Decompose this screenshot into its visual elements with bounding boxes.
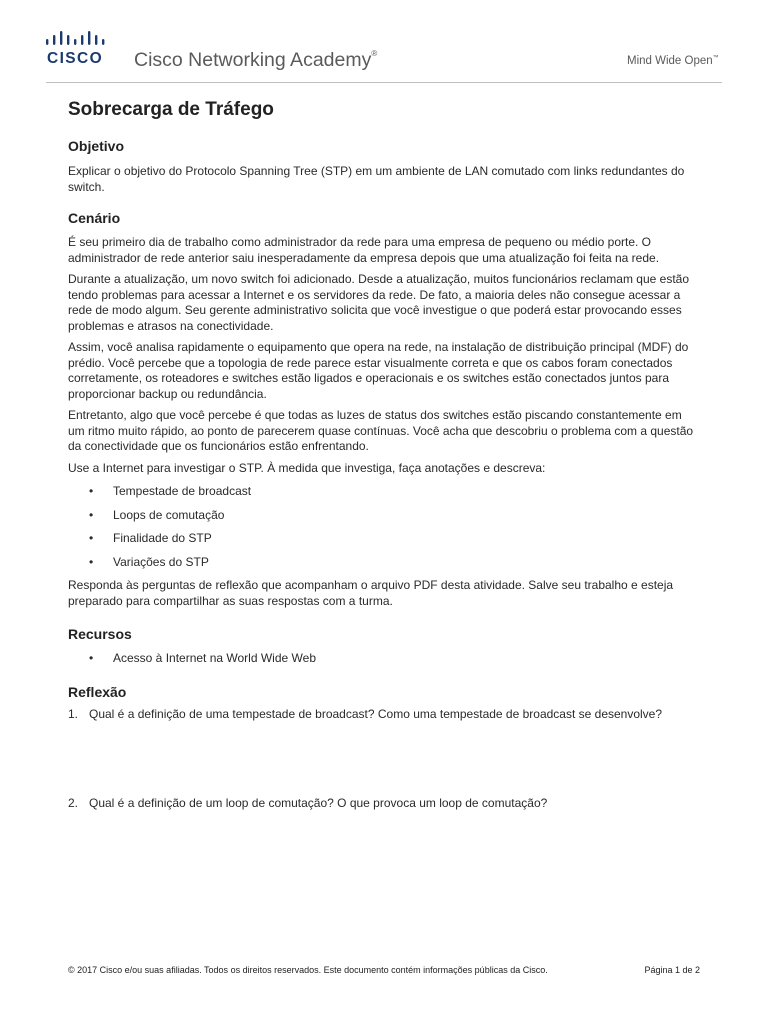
list-item-text: Finalidade do STP — [113, 531, 212, 545]
academy-name: Cisco Networking Academy — [134, 49, 372, 71]
document-title: Sobrecarga de Tráfego — [68, 99, 274, 120]
reflection-heading: Reflexão — [68, 683, 127, 700]
scenario-paragraph: Durante a atualização, um novo switch foi adicionado. Desde a atualização, muitos funcionários reclamam que estão tendo problemas para acessar a Internet e os servidores da rede. De fato, a maioria deles não consegue acessar a rede de modo algum. Seu gerente administrativo solicita que você investigue o que poderá estar provocando esses problemas e atrasos na conectividade. — [68, 272, 690, 333]
resources-heading: Recursos — [68, 626, 132, 642]
page-header — [0, 0, 768, 92]
cisco-logo-wordmark: CISCO — [47, 50, 104, 67]
bullet-icon: • — [89, 484, 94, 498]
list-item-text: Acesso à Internet na World Wide Web — [113, 651, 316, 665]
list-item-text: Tempestade de broadcast — [113, 484, 252, 498]
document-body — [68, 97, 700, 812]
trademark-mark: ™ — [712, 55, 719, 61]
scenario-paragraph: Use a Internet para investigar o STP. À medida que investiga, faça anotações e descreva: — [68, 460, 546, 475]
scenario-paragraph: Entretanto, algo que você percebe é que todas as luzes de status dos switches estão piscando constantemente em um ritmo muito rápido, ao ponto de parecerem quase contínuas. Você acha que descobriu o problema com a questão da conectividade que os funcionários estão enfrentando. — [68, 408, 694, 453]
cisco-bridge-logo-icon — [46, 30, 112, 48]
scenario-paragraph: É seu primeiro dia de trabalho como administrador da rede para uma empresa de pequeno ou médio porte. O administrador de rede anterior saiu inesperadamente da empresa depois que uma atualização foi feita na rede. — [68, 235, 660, 265]
reflection-question — [68, 796, 700, 812]
tagline — [627, 55, 719, 67]
list-item-text: Variações do STP — [113, 554, 209, 569]
reflection-question — [68, 707, 700, 723]
question-text: Qual é a definição de uma tempestade de broadcast? Como uma tempestade de broadcast se desenvolve? — [89, 706, 663, 721]
list-item — [68, 484, 700, 500]
scenario-closing: Responda às perguntas de reflexão que acompanham o arquivo PDF desta atividade. Salve seu trabalho e esteja preparado para compartilhar as suas respostas com a turma. — [68, 578, 674, 608]
question-number: 1. — [68, 706, 79, 721]
list-item — [68, 531, 700, 547]
header-divider — [46, 82, 722, 83]
question-number: 2. — [68, 796, 79, 810]
copyright-notice: © 2017 Cisco e/ou suas afiliadas. Todos os direitos reservados. Este documento contém informações públicas da Cisco. — [68, 965, 548, 975]
list-item-text: Loops de comutação — [113, 507, 225, 522]
list-item — [68, 651, 700, 667]
objective-text: Explicar o objetivo do Protocolo Spanning Tree (STP) em um ambiente de LAN comutado com links redundantes do switch. — [68, 164, 685, 194]
page-number: Página 1 de 2 — [644, 965, 700, 975]
bullet-icon: • — [89, 531, 94, 545]
question-text: Qual é a definição de um loop de comutação? O que provoca um loop de comutação? — [89, 796, 548, 810]
objective-heading: Objetivo — [68, 138, 125, 154]
bullet-icon: • — [89, 507, 94, 522]
registered-mark: ® — [371, 49, 378, 58]
scenario-heading: Cenário — [68, 210, 121, 226]
list-item — [68, 508, 700, 524]
academy-title — [134, 49, 377, 72]
scenario-paragraph: Assim, você analisa rapidamente o equipamento que opera na rede, na instalação de distribuição principal (MDF) do prédio. Você percebe que a topologia de rede parece estar visualmente correta e que os cabos foram conectados corretamente, os roteadores e switches estão ligados e operacionais e os switches estão conectados juntos para proporcionar backup ou redundância. — [68, 340, 689, 401]
list-item — [68, 555, 700, 571]
bullet-icon: • — [89, 651, 94, 665]
tagline-text: Mind Wide Open — [627, 55, 713, 67]
bullet-icon: • — [89, 554, 94, 569]
